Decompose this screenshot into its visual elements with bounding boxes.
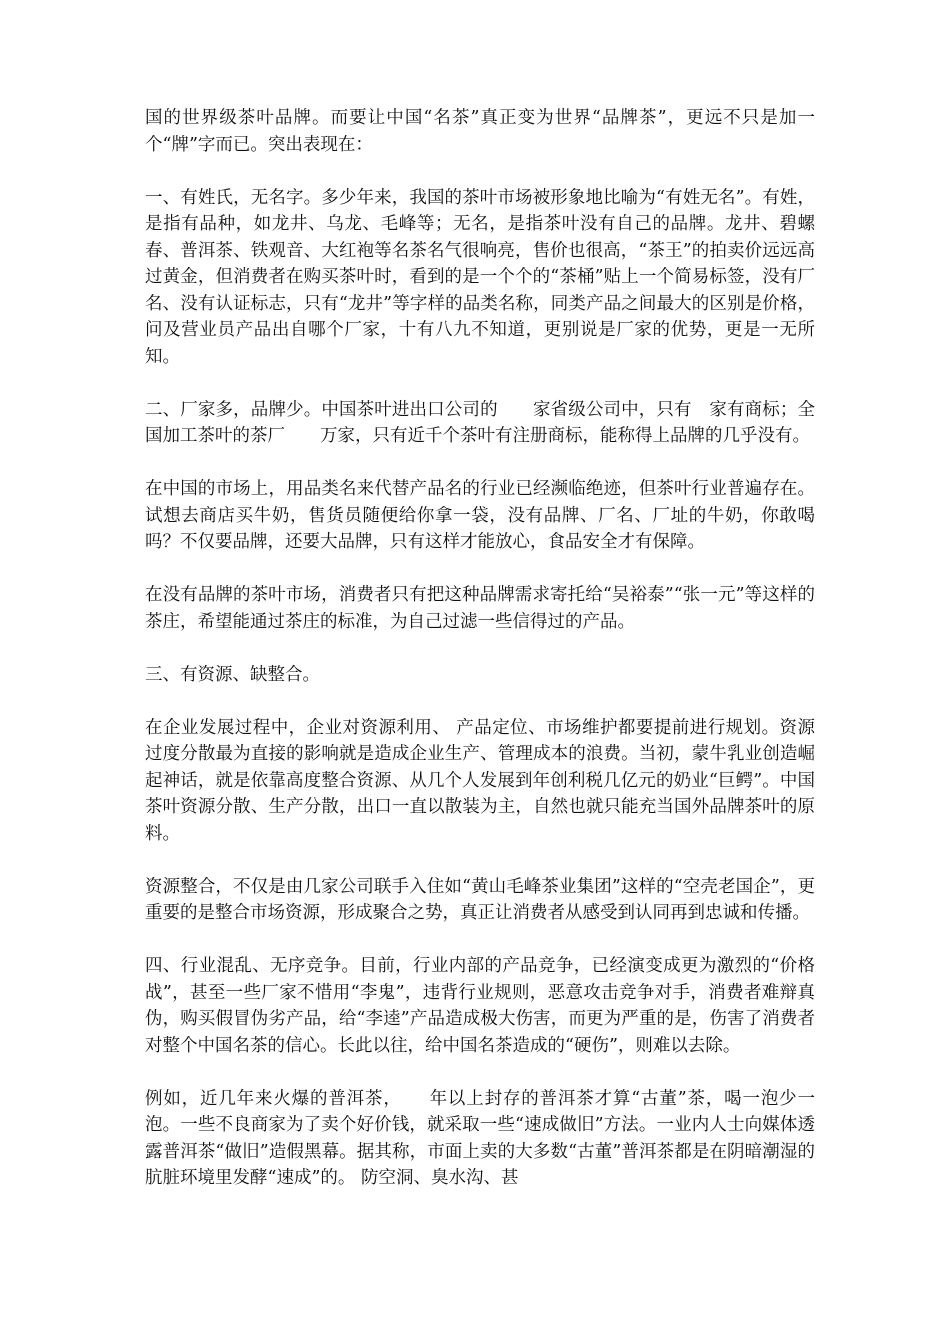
paragraph-intro: 国的世界级茶叶品牌。而要让中国“名茶”真正变为世界“品牌茶”，更远不只是加一个“牌”字而已。突出表现在： xyxy=(145,108,815,155)
paragraph-point-three-heading: 三、有资源、缺整合。 xyxy=(145,664,320,685)
paragraph-market-analogy: 在中国的市场上，用品类名来代替产品名的行业已经濒临绝迹，但茶叶行业普遍存在。试想去商店买牛奶，售货员随便给你拿一袋，没有品牌、厂名、厂址的牛奶，你敢喝吗？不仅要品牌，还要大品牌，只有这样才能放心，食品安全才有保障。 xyxy=(145,479,815,552)
document-body xyxy=(145,105,815,1192)
paragraph-point-two: 二、厂家多，品牌少。中国茶叶进出口公司的 家省级公司中，只有 家有商标；全国加工茶叶的茶厂 万家，只有近千个茶叶有注册商标，能称得上品牌的几乎没有。 xyxy=(145,399,815,446)
paragraph-point-four: 四、行业混乱、无序竞争。目前，行业内部的产品竞争，已经演变成更为激烈的“价格战”，甚至一些厂家不惜用“李鬼”，违背行业规则，恶意攻击竞争对手，消费者难辩真伪，购买假冒伪劣产品，给“李逵”产品造成极大伤害，而更为严重的是，伤害了消费者对整个中国名茶的信心。长此以往，给中国名茶造成的“硬伤”，则难以去除。 xyxy=(145,956,815,1056)
paragraph-puer-example: 例如，近几年来火爆的普洱茶， 年以上封存的普洱茶才算“古董”茶，喝一泡少一泡。一些不良商家为了卖个好价钱，就采取一些“速成做旧”方法。一业内人士向媒体透露普洱茶“做旧”造假黑幕。据其称，市面上卖的大多数“古董”普洱茶都是在阴暗潮湿的肮脏环境里发酵“速成”的。 防空洞、臭水沟、甚 xyxy=(145,1088,815,1188)
paragraph-point-one: 一、有姓氏，无名字。多少年来，我国的茶叶市场被形象地比喻为“有姓无名”。有姓，是指有品种，如龙井、乌龙、毛峰等；无名，是指茶叶没有自己的品牌。龙井、碧螺春、普洱茶、铁观音、大红袍等名茶名气很响亮，售价也很高，“茶王”的拍卖价远远高过黄金，但消费者在购买茶叶时，看到的是一个个的“茶桶”贴上一个简易标签，没有厂名、没有认证标志，只有“龙井”等字样的品类名称，同类产品之间最大的区别是价格，问及营业员产品出自哪个厂家，十有八九不知道，更别说是厂家的优势，更是一无所知。 xyxy=(145,187,815,367)
paragraph-resource-planning: 在企业发展过程中，企业对资源利用、 产品定位、市场维护都要提前进行规划。资源过度分散最为直接的影响就是造成企业生产、管理成本的浪费。当初，蒙牛乳业创造崛起神话，就是依靠高度整合资源、从几个人发展到年创利税几亿元的奶业“巨鳄”。中国茶叶资源分散、生产分散，出口一直以散装为主，自然也就只能充当国外品牌茶叶的原料。 xyxy=(145,717,815,844)
paragraph-resource-integration: 资源整合，不仅是由几家公司联手入住如“黄山毛峰茶业集团”这样的“空壳老国企”，更重要的是整合市场资源，形成聚合之势，真正让消费者从感受到认同再到忠诚和传播。 xyxy=(145,876,815,923)
paragraph-tea-houses: 在没有品牌的茶叶市场，消费者只有把这种品牌需求寄托给“吴裕泰”“张一元”等这样的茶庄，希望能通过茶庄的标准，为自己过滤一些信得过的产品。 xyxy=(145,585,815,632)
